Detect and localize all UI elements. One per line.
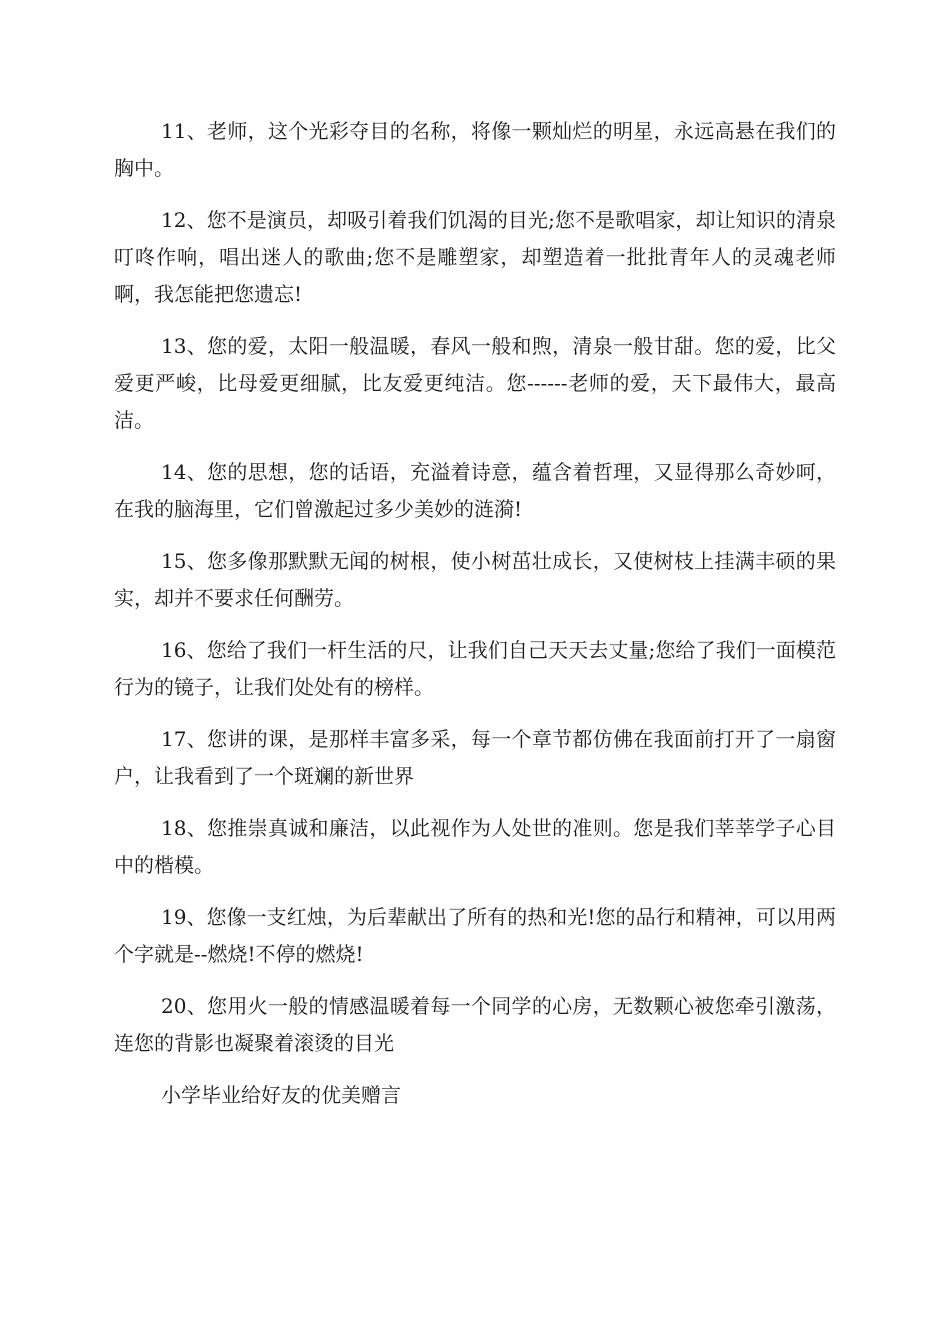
document-page: [114, 113, 836, 1114]
paragraph-17: 17、您讲的课，是那样丰富多采，每一个章节都仿佛在我面前打开了一扇窗户，让我看到了一个斑斓的新世界: [114, 727, 836, 788]
paragraph-19: 19、您像一支红烛，为后辈献出了所有的热和光!您的品行和精神，可以用两个字就是--燃烧!不停的燃烧!: [114, 905, 836, 966]
paragraph-18: 18、您推崇真诚和廉洁，以此视作为人处世的准则。您是我们莘莘学子心目中的楷模。: [114, 816, 836, 877]
paragraph-12: 12、您不是演员，却吸引着我们饥渴的目光;您不是歌唱家，却让知识的清泉叮咚作响，唱出迷人的歌曲;您不是雕塑家，却塑造着一批批青年人的灵魂老师啊，我怎能把您遗忘!: [114, 208, 836, 306]
paragraph-16: 16、您给了我们一杆生活的尺，让我们自己天天去丈量;您给了我们一面模范行为的镜子，让我们处处有的榜样。: [114, 638, 836, 699]
paragraph-13: 13、您的爱，太阳一般温暖，春风一般和煦，清泉一般甘甜。您的爱，比父爱更严峻，比母爱更细腻，比友爱更纯洁。您------老师的爱，天下最伟大，最高洁。: [114, 334, 836, 432]
paragraph-20: 20、您用火一般的情感温暖着每一个同学的心房，无数颗心被您牵引激荡，连您的背影也凝聚着滚烫的目光: [114, 994, 836, 1055]
paragraph-15: 15、您多像那默默无闻的树根，使小树茁壮成长，又使树枝上挂满丰硕的果实，却并不要求任何酬劳。: [114, 549, 836, 610]
paragraph-11: 11、老师，这个光彩夺目的名称，将像一颗灿烂的明星，永远高悬在我们的胸中。: [114, 119, 836, 180]
paragraph-14: 14、您的思想，您的话语，充溢着诗意，蕴含着哲理，又显得那么奇妙呵，在我的脑海里，它们曾激起过多少美妙的涟漪!: [114, 460, 836, 521]
section-heading: 小学毕业给好友的优美赠言: [161, 1083, 401, 1107]
